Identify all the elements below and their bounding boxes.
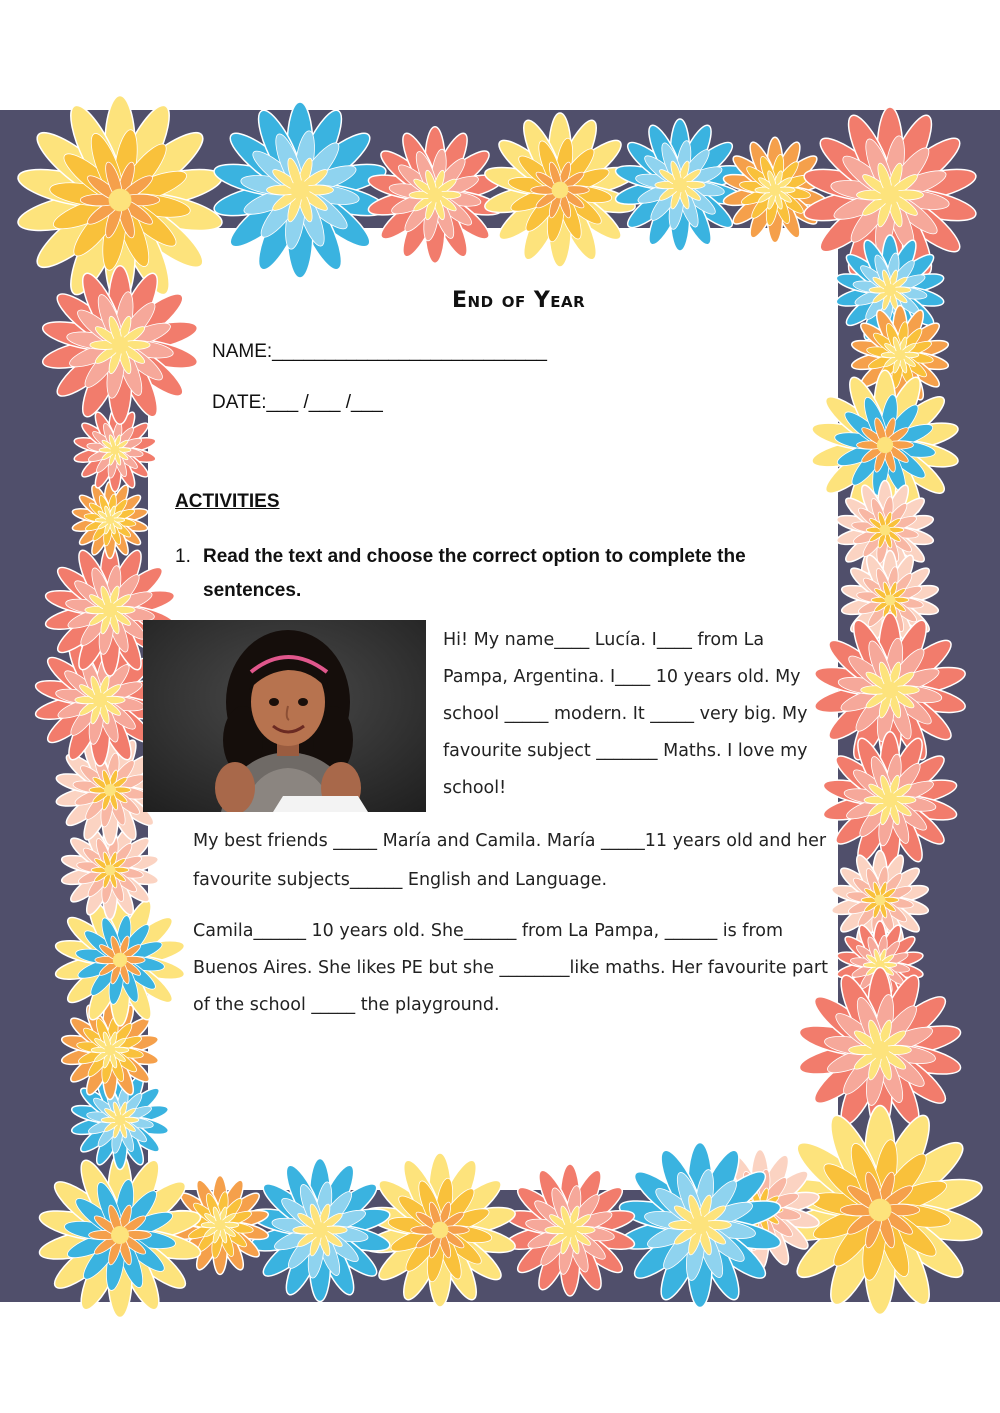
name-field[interactable]: NAME:__________________________ [212,341,547,362]
section-heading: ACTIVITIES [175,491,280,512]
instruction [175,540,815,608]
date-field[interactable]: DATE:___ /___ /___ [212,392,383,413]
girl-photo-icon [143,620,426,812]
paragraph-3: Camila______ 10 years old. She______ from La Pampa, ______ is from Buenos Aires. She likes PE but she ________like maths. Her favourite part of the school _____ the playground. [193,921,828,1015]
paragraph-2: My best friends _____ María and Camila. María _____11 years old and her favourite subjects______ English and Language. [193,831,827,890]
instruction-text: Read the text and choose the correct option to complete the sentences. [203,546,746,601]
worksheet-title: End of Year [452,288,586,313]
instruction-number: 1. [175,546,191,567]
paragraph-1: Hi! My name____ Lucía. I____ from La Pampa, Argentina. I____ 10 years old. My school _____ modern. It _____ very big. My favourite subject _______ Maths. I love my school! [443,630,808,798]
